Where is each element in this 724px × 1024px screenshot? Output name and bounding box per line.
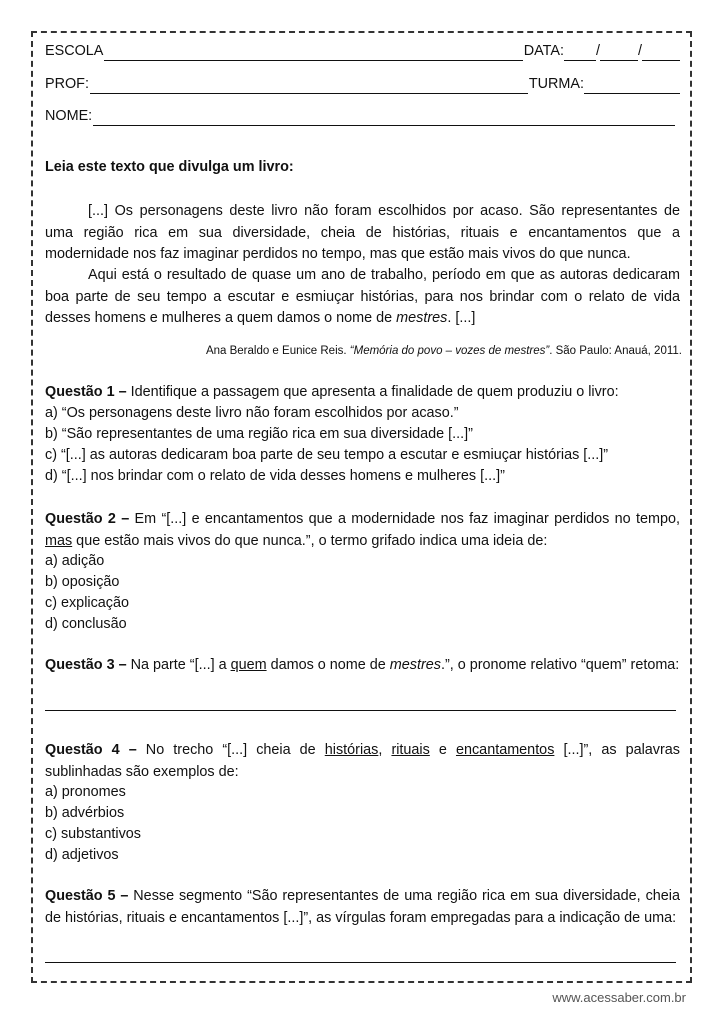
question-4-sep-2: e [429,742,456,758]
data-day-field[interactable] [564,45,596,61]
question-3-underlined: quem [230,657,267,673]
prof-row [45,74,680,94]
question-3-text-a: Na parte “[...] a [126,657,231,673]
data-label: DATA: [523,43,564,59]
question-3 [45,655,680,677]
passage-p2-italic: mestres [396,310,448,326]
question-3-text-c: .”, o pronome relativo “quem” retoma: [440,657,680,673]
question-4-underlined-3: encantamentos [455,742,555,758]
q4-option-d[interactable]: d) adjetivos [45,847,119,863]
question-4-text-b: [...]”, as palavras sublinhadas são exemplos de: [45,742,680,780]
question-1-label: Questão 1 – [45,384,127,400]
q1-option-c[interactable]: c) “[...] as autoras dedicaram boa parte de seu tempo a escutar e esmiuçar histórias [...]” [45,447,609,463]
question-4-underlined-2: rituais [391,742,430,758]
passage-p2-end: . [...] [447,310,476,326]
question-4-text-a: No trecho “[...] cheia de [136,742,325,758]
data-year-field[interactable] [642,45,680,61]
question-4-underlined-1: histórias [324,742,379,758]
question-5-text: Nesse segmento “São representantes de uma região rica em sua diversidade, cheia de histórias, rituais e encantamentos [...]”, as vírgulas foram empregadas para a indicação de uma: [45,888,680,926]
question-5-label: Questão 5 – [45,888,129,904]
question-4-label: Questão 4 – [45,742,137,758]
question-3-label: Questão 3 – [45,657,127,673]
data-month-field[interactable] [600,45,638,61]
q2-option-b[interactable]: b) oposição [45,574,120,590]
q2-option-d[interactable]: d) conclusão [45,616,127,632]
q1-option-b[interactable]: b) “São representantes de uma região rica em sua diversidade [...]” [45,426,473,442]
q2-option-a[interactable]: a) adição [45,553,105,569]
nome-row [45,106,676,126]
question-2-text-a: Em “[...] e encantamentos que a modernidade nos faz imaginar perdidos no tempo, [129,511,680,527]
question-2-label: Questão 2 – [45,511,130,527]
turma-label: TURMA: [528,76,584,92]
q4-option-b[interactable]: b) advérbios [45,805,125,821]
question-2 [45,509,680,552]
escola-row [45,41,680,61]
question-3-italic: mestres [389,657,441,673]
question-4 [45,740,680,783]
credit-title: “Memória do povo – vozes de mestres” [349,345,550,357]
nome-field[interactable] [93,110,675,126]
q4-option-a[interactable]: a) pronomes [45,784,126,800]
question-1 [45,382,680,404]
escola-label: ESCOLA [45,43,104,59]
q2-option-c[interactable]: c) explicação [45,595,129,611]
data-sep1: / [596,43,600,59]
question-2-text-b: que estão mais vivos do que nunca.”, o termo grifado indica uma ideia de: [72,532,548,549]
question-3-text-b: damos o nome de [266,657,390,673]
nome-label: NOME: [45,108,93,124]
data-sep2: / [638,43,642,59]
question-5-answer-line[interactable] [45,962,676,963]
credit-publisher: . São Paulo: Anauá, 2011. [549,345,682,357]
q1-option-a[interactable]: a) “Os personagens deste livro não foram escolhidos por acaso.” [45,405,459,421]
question-4-sep-1: , [378,742,392,758]
passage-p2-text: Aqui está o resultado de quase um ano de trabalho, período em que as autoras dedicaram boa parte de seu tempo a escutar e esmiuçar histórias, para nos brindar com o relato de vida desses homens e mulheres a quem damos o nome de [45,267,680,326]
prof-field[interactable] [90,78,528,94]
instruction-heading: Leia este texto que divulga um livro: [45,159,294,175]
turma-field[interactable] [584,78,680,94]
question-5 [45,886,680,929]
credit-authors: Ana Beraldo e Eunice Reis. [205,345,350,357]
question-3-answer-line[interactable] [45,710,676,711]
escola-field[interactable] [104,45,522,61]
question-2-underlined: mas [45,532,73,549]
footer-website[interactable]: www.acessaber.com.br [552,990,686,1005]
passage-paragraph-2 [45,265,680,330]
source-credit [206,345,682,357]
question-1-text: Identifique a passagem que apresenta a finalidade de quem produziu o livro: [126,384,619,400]
q4-option-c[interactable]: c) substantivos [45,826,141,842]
passage-paragraph-1: [...] Os personagens deste livro não foram escolhidos por acaso. São representantes de uma região rica em sua diversidade, cheia de histórias, rituais e encantamentos que a modernidade nos faz imaginar perdidos no tempo, mas que estão mais vivos do que nunca. [45,203,680,262]
prof-label: PROF: [45,76,89,92]
q1-option-d[interactable]: d) “[...] nos brindar com o relato de vida desses homens e mulheres [...]” [45,468,505,484]
